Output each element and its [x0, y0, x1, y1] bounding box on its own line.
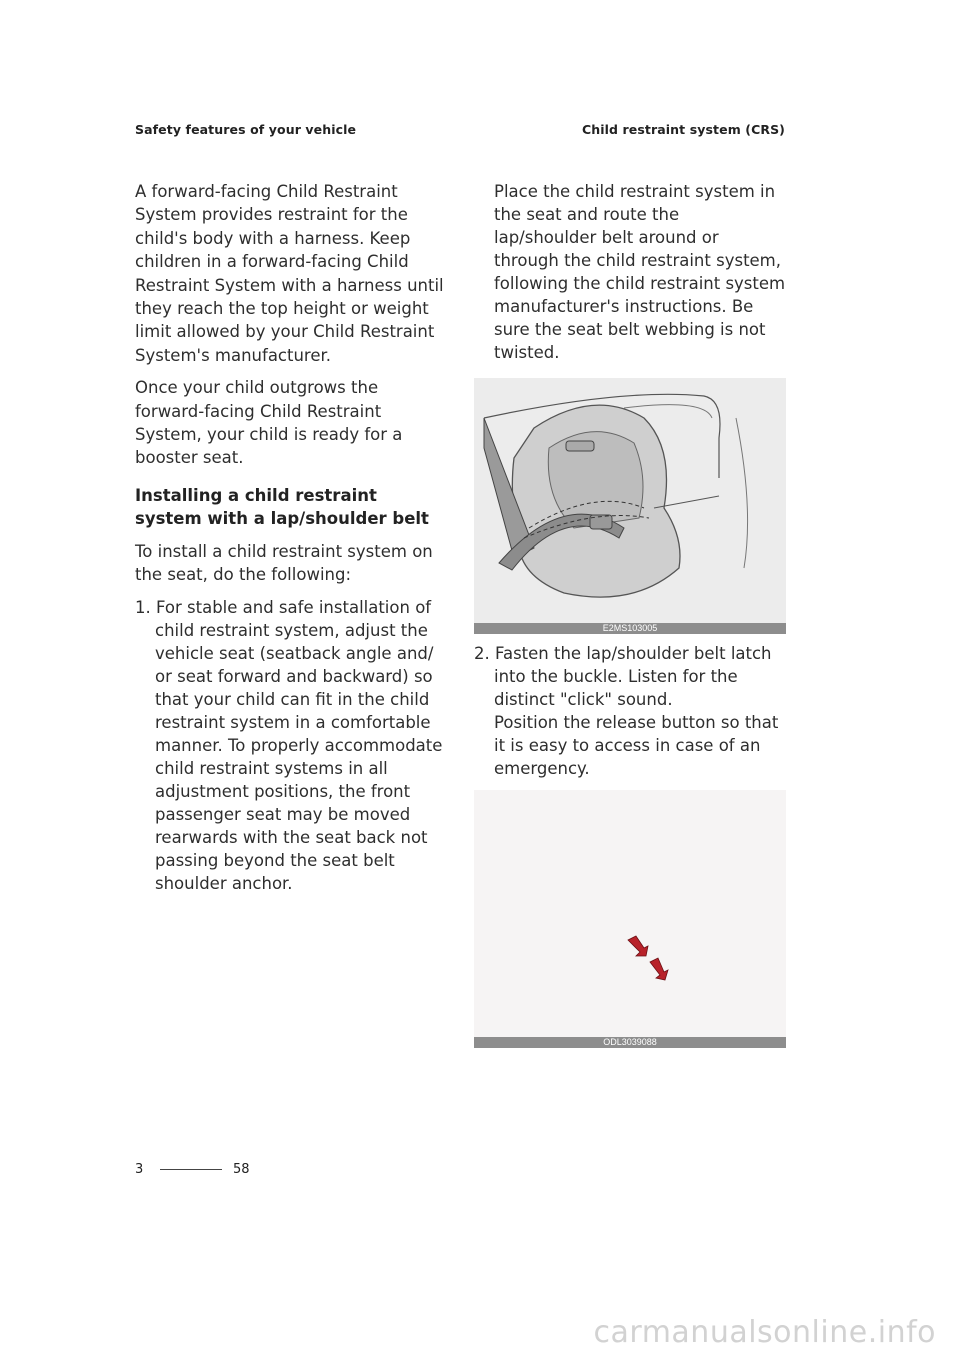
page-number: 58 [233, 1162, 250, 1177]
child-seat-illustration [474, 378, 786, 634]
watermark: carmanualsonline.info [593, 1315, 936, 1350]
child-seat-drawing [474, 378, 786, 623]
step-2: 2. Fasten the lap/shoulder belt latch into the buckle. Listen for the distinct "click" sound. [474, 644, 772, 709]
figure-code-1: E2MS103005 [474, 623, 786, 634]
booster-paragraph: Once your child outgrows the forward-facing Child Restraint System, your child is ready for a booster seat. [135, 378, 403, 468]
left-column [135, 180, 447, 895]
footer-divider [160, 1169, 222, 1170]
buckle-drawing [474, 790, 786, 1037]
step-1-continued: Place the child restraint system in the seat and route the lap/shoulder belt around or through the child restraint system, following the child restraint system manufacturer's instructions. Be sure the seat belt webbing is not twisted. [494, 182, 786, 362]
forward-facing-paragraph: A forward-facing Child Restraint System provides restraint for the child's body with a harness. Keep children in a forward-facing Child Restraint System with a harness until they reach the top height or weight limit allowed by your Child Restraint System's manufacturer. [135, 182, 444, 365]
running-header-topic: Child restraint system (CRS) [582, 122, 785, 137]
install-intro: To install a child restraint system on the seat, do the following: [135, 541, 433, 585]
figure-code-2: ODL3039088 [474, 1037, 786, 1048]
buckle-illustration [474, 790, 786, 1048]
step-1: 1. For stable and safe installation of child restraint system, adjust the vehicle seat (seatback angle and/ or seat forward and backward) so that your child can fit in the child restraint system in a comfortable manner. To properly accommodate child restraint systems in all adjustment positions, the front passenger seat may be moved rearwards with the seat back not passing beyond the seat belt shoulder anchor. [135, 597, 443, 893]
running-header-section: Safety features of your vehicle [135, 122, 357, 137]
right-column [474, 180, 786, 1048]
step-2-continued: Position the release button so that it is easy to access in case of an emergency. [494, 713, 779, 778]
section-heading: Installing a child restraint system with a lap/shoulder belt [135, 485, 429, 529]
chapter-number: 3 [135, 1162, 144, 1177]
